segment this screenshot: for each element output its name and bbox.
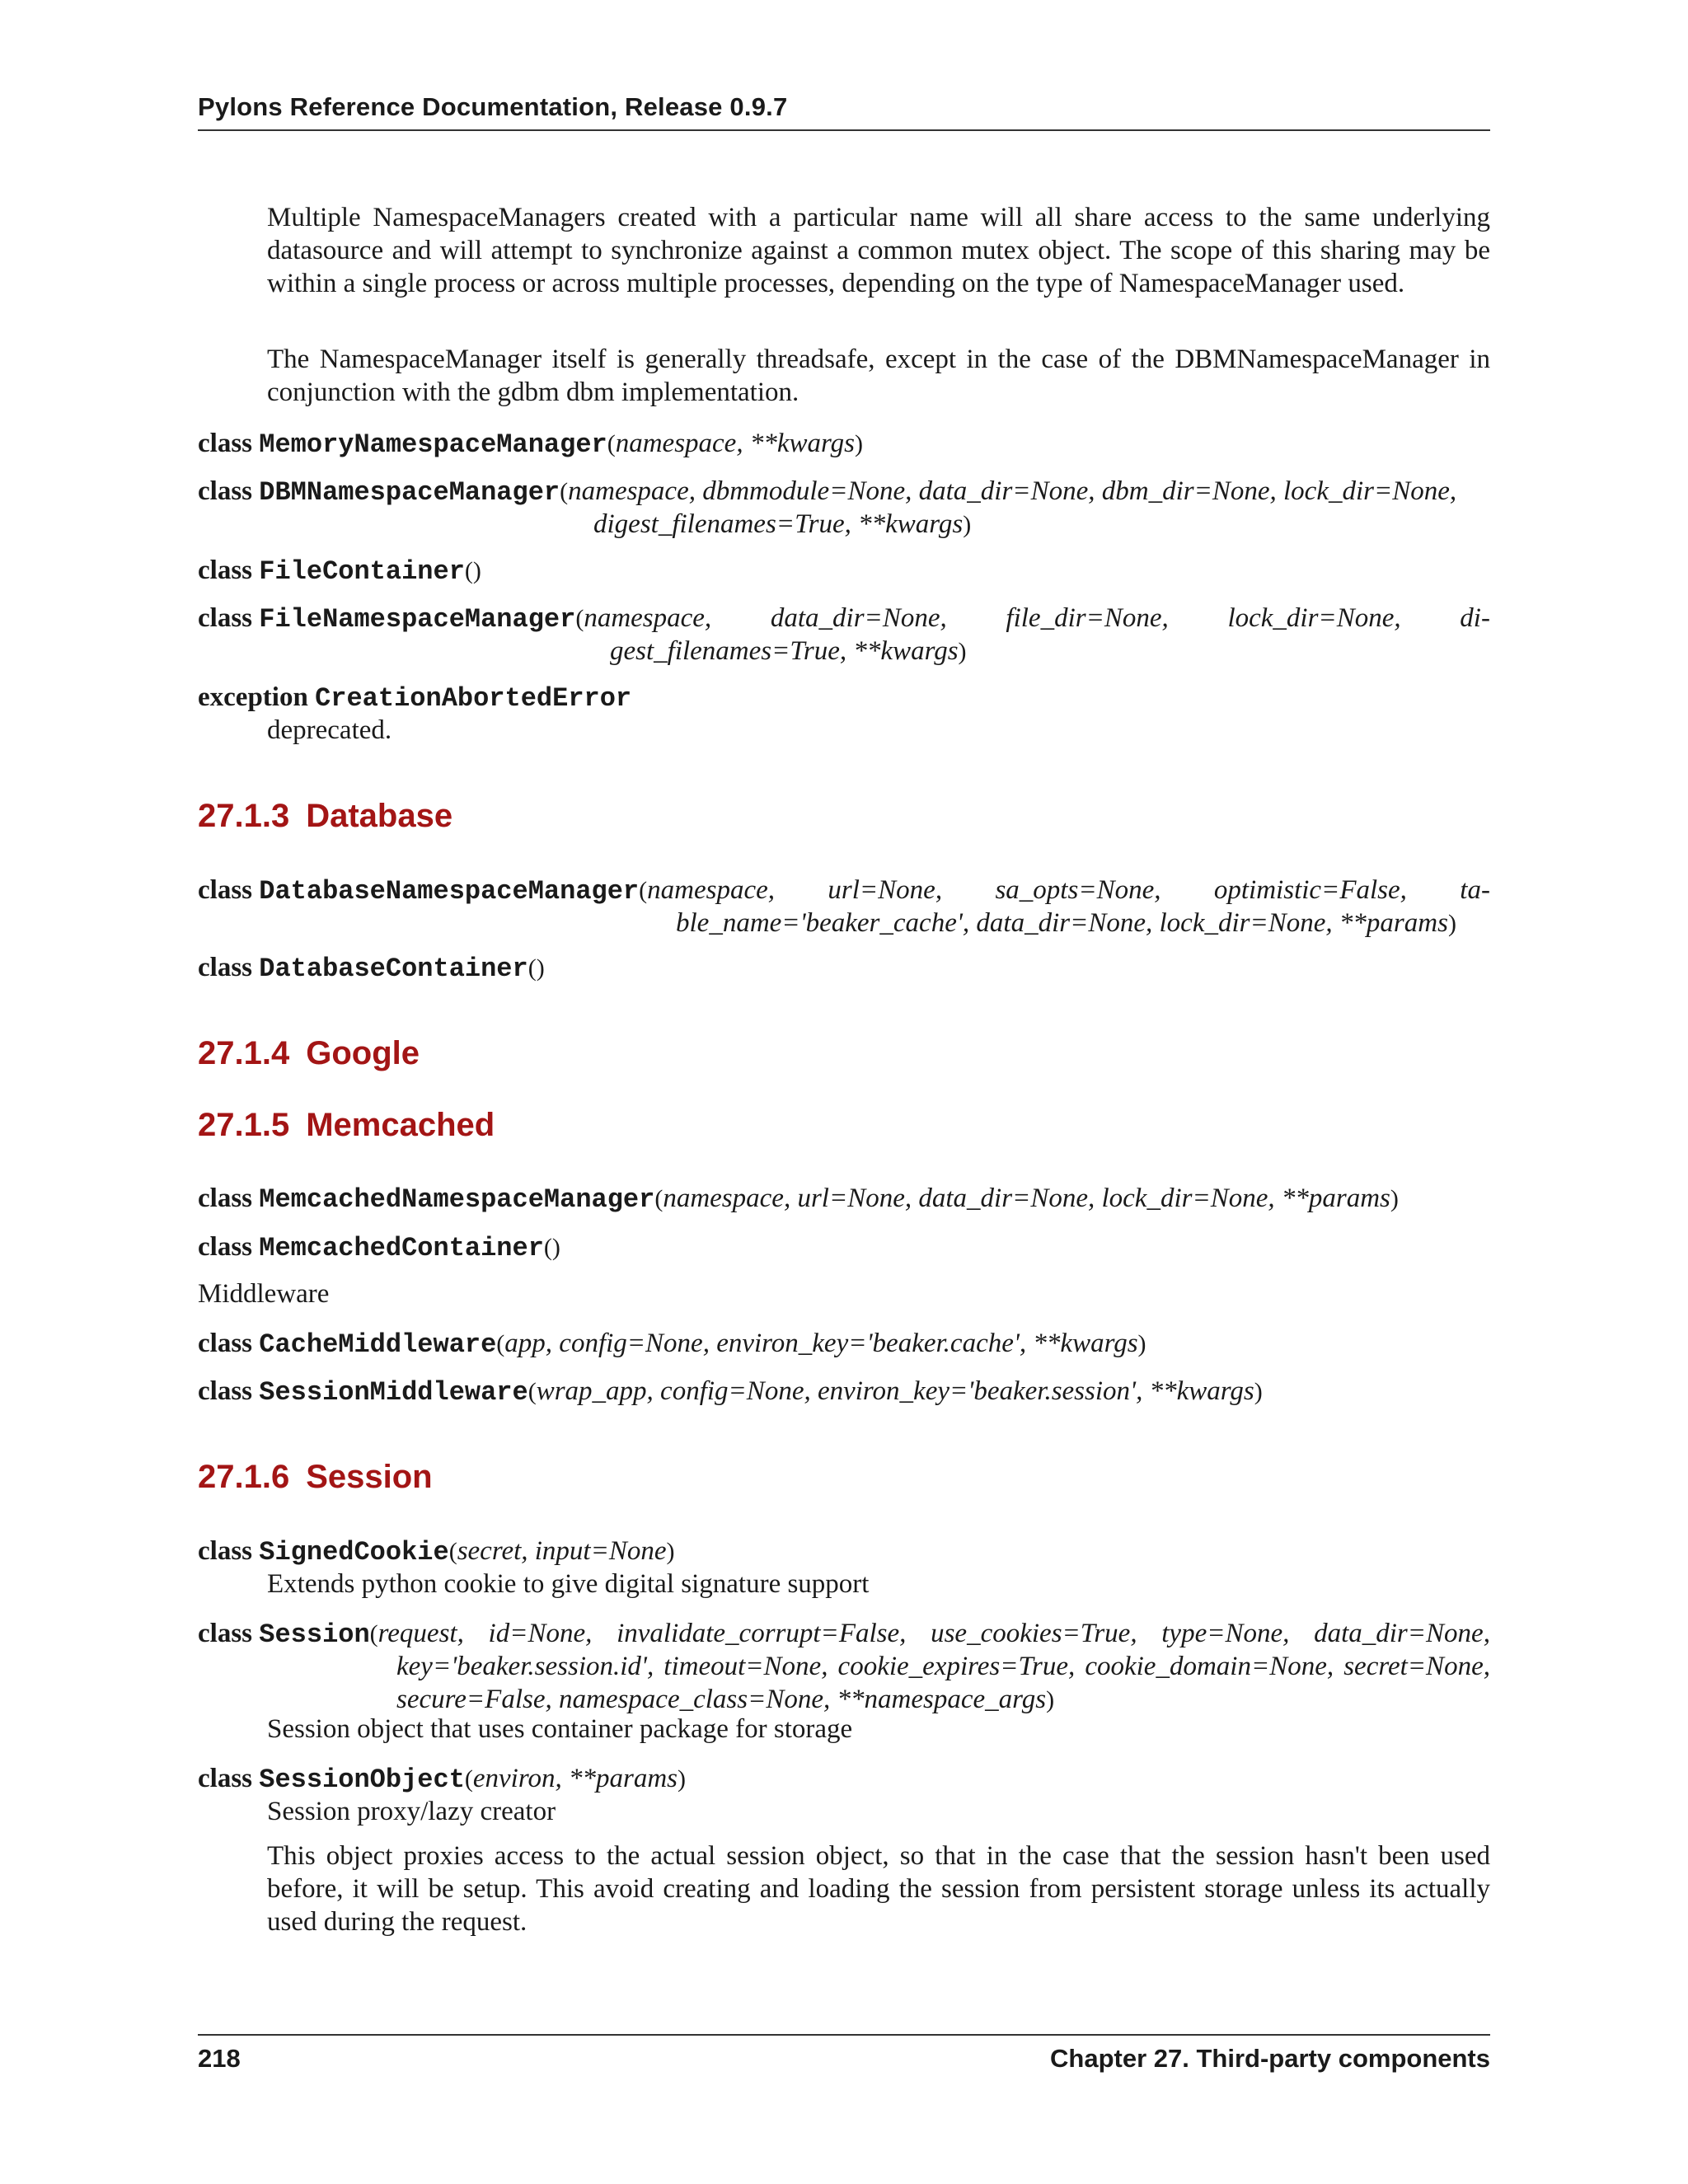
class-name[interactable]: MemcachedContainer xyxy=(259,1233,544,1263)
class-name[interactable]: DatabaseNamespaceManager xyxy=(259,876,640,907)
session-args-line-2: key='beaker.session.id', timeout=None, cookie_expires=True, cookie_domain=None, secret=None, xyxy=(396,1652,1490,1681)
session-object-description: Session proxy/lazy creator xyxy=(267,1797,556,1826)
section-heading-memcached: 27.1.5 Memcached xyxy=(198,1107,495,1143)
class-name[interactable]: FileNamespaceManager xyxy=(259,604,576,635)
class-keyword: class xyxy=(198,603,252,633)
class-name[interactable]: SessionMiddleware xyxy=(259,1377,528,1408)
class-keyword: class xyxy=(198,1183,252,1213)
session-middleware-signature: class SessionMiddleware(wrap_app, config=None, environ_key='beaker.session', **kwargs) xyxy=(198,1376,1263,1408)
memcached-namespace-manager-signature: class MemcachedNamespaceManager(namespace, url=None, data_dir=None, lock_dir=None, **params) xyxy=(198,1183,1399,1215)
footer-rule xyxy=(198,2034,1490,2036)
database-container-signature: class DatabaseContainer() xyxy=(198,953,545,984)
session-args-line-3: secure=False, namespace_class=None, **namespace_args) xyxy=(396,1685,1055,1714)
creation-aborted-error-signature xyxy=(198,681,1490,715)
file-namespace-manager-signature: class FileNamespaceManager(namespace, data_dir=None, file_dir=None, lock_dir=None, di- xyxy=(198,603,1490,635)
class-args: secret, input=None xyxy=(457,1536,667,1566)
class-name[interactable]: MemoryNamespaceManager xyxy=(259,429,607,460)
exception-keyword: exception xyxy=(198,682,308,712)
page-number: 218 xyxy=(198,2044,241,2073)
dbm-namespace-manager-signature: class DBMNamespaceManager(namespace, dbmmodule=None, data_dir=None, dbm_dir=None, lock_dir=None, xyxy=(198,476,1457,508)
class-keyword: class xyxy=(198,1232,252,1262)
intro-paragraph-1: Multiple NamespaceManagers created with a particular name will all share access to the same underlying datasource and will attempt to synchronize against a common mutex object. The scope of this sharing may be within a single process or across multiple processes, depending on the type of NamespaceManager used. xyxy=(267,203,1490,298)
database-namespace-manager-signature: class DatabaseNamespaceManager(namespace, url=None, sa_opts=None, optimistic=False, ta- xyxy=(198,875,1490,907)
signed-cookie-description: Extends python cookie to give digital signature support xyxy=(267,1569,870,1599)
class-keyword: class xyxy=(198,1536,252,1566)
section-heading-session: 27.1.6 Session xyxy=(198,1459,433,1495)
file-ns-args-continuation: gest_filenames=True, **kwargs) xyxy=(610,636,967,666)
database-ns-args-continuation: ble_name='beaker_cache', data_dir=None, lock_dir=None, **params) xyxy=(676,908,1456,938)
class-name[interactable]: FileContainer xyxy=(259,556,465,587)
session-object-signature: class SessionObject(environ, **params) xyxy=(198,1764,686,1795)
class-args: app, config=None, environ_key='beaker.cache', **kwargs xyxy=(504,1329,1138,1358)
memcached-container-signature: class MemcachedContainer() xyxy=(198,1232,560,1263)
class-keyword: class xyxy=(198,555,252,585)
intro-paragraph-2: The NamespaceManager itself is generally threadsafe, except in the case of the DBMNamespaceManager in conjunction with the gdbm dbm implementation. xyxy=(267,344,1490,407)
chapter-title: Chapter 27. Third-party components xyxy=(1050,2044,1490,2073)
session-object-paragraph: This object proxies access to the actual session object, so that in the case that the session hasn't been used before, it will be setup. This avoid creating and loading the session from persistent storage unless its actually used during the request. xyxy=(267,1841,1490,1937)
class-args: environ, **params xyxy=(472,1764,678,1793)
class-keyword: class xyxy=(198,1329,252,1358)
dbm-args-continuation: digest_filenames=True, **kwargs) xyxy=(593,509,972,539)
header-rule xyxy=(198,129,1490,131)
session-signature: class Session(request, id=None, invalidate_corrupt=False, use_cookies=True, type=None, data_dir=None, xyxy=(198,1619,1490,1650)
class-keyword: class xyxy=(198,476,252,506)
running-header: Pylons Reference Documentation, Release 0.9.7 xyxy=(198,92,788,121)
class-args: namespace, url=None, data_dir=None, lock_dir=None, **params xyxy=(663,1183,1390,1213)
class-keyword: class xyxy=(198,429,252,458)
class-keyword: class xyxy=(198,875,252,905)
memory-namespace-manager-signature: class MemoryNamespaceManager(namespace, **kwargs) xyxy=(198,429,863,460)
file-container-signature: class FileContainer() xyxy=(198,555,481,587)
class-args: namespace, dbmmodule=None, data_dir=None, dbm_dir=None, lock_dir=None, xyxy=(568,476,1457,506)
class-name[interactable]: MemcachedNamespaceManager xyxy=(259,1184,655,1215)
section-heading-database: 27.1.3 Database xyxy=(198,798,453,834)
creation-aborted-description: deprecated. xyxy=(267,715,392,745)
exception-name[interactable]: CreationAbortedError xyxy=(315,683,632,714)
class-name[interactable]: DatabaseContainer xyxy=(259,954,528,984)
class-name[interactable]: SessionObject xyxy=(259,1765,465,1795)
signed-cookie-signature: class SignedCookie(secret, input=None) xyxy=(198,1536,675,1568)
class-args: wrap_app, config=None, environ_key='beaker.session', **kwargs xyxy=(536,1376,1254,1406)
class-keyword: class xyxy=(198,1376,252,1406)
class-name[interactable]: SignedCookie xyxy=(259,1537,449,1568)
cache-middleware-signature: class CacheMiddleware(app, config=None, environ_key='beaker.cache', **kwargs) xyxy=(198,1329,1146,1360)
class-name[interactable]: CacheMiddleware xyxy=(259,1329,497,1360)
section-heading-google: 27.1.4 Google xyxy=(198,1035,420,1071)
class-args: namespace, **kwargs xyxy=(615,429,855,458)
middleware-label: Middleware xyxy=(198,1279,330,1309)
class-name[interactable]: Session xyxy=(259,1619,370,1650)
session-description: Session object that uses container package for storage xyxy=(267,1714,853,1744)
class-keyword: class xyxy=(198,1764,252,1793)
class-keyword: class xyxy=(198,953,252,982)
class-name[interactable]: DBMNamespaceManager xyxy=(259,477,560,508)
class-keyword: class xyxy=(198,1619,252,1648)
